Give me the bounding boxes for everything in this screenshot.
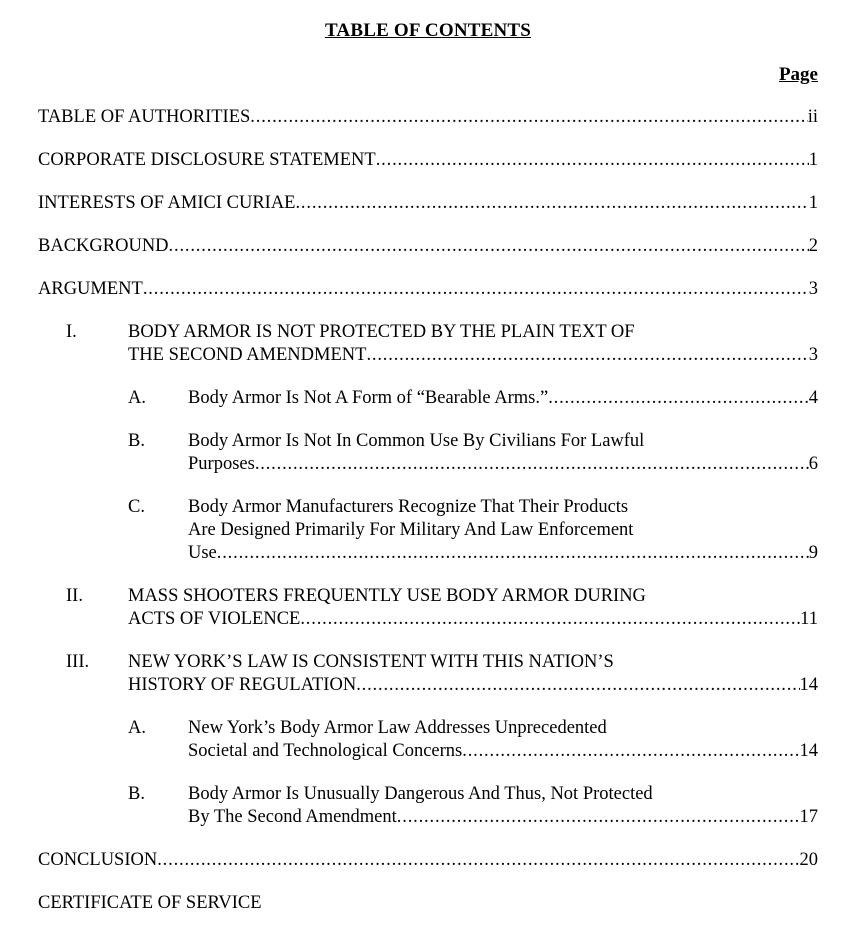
toc-section-number: II. [66,586,83,606]
toc-entry-section-iii-b[interactable] [188,783,818,829]
dot-leader [250,106,807,129]
toc-entry-title: INTERESTS OF AMICI CURIAE [38,193,296,213]
toc-entry-table-of-authorities[interactable] [38,106,818,129]
toc-entry-title: ARGUMENT [38,279,143,299]
toc-entry-section-iii[interactable] [128,651,818,697]
page-column-header: Page [778,64,818,85]
toc-entry-title-line: NEW YORK’S LAW IS CONSISTENT WITH THIS NATION’S [128,652,614,672]
toc-entry-section-i-c[interactable] [188,496,818,565]
toc-section-number: A. [128,388,146,408]
toc-section-number: B. [128,431,145,451]
toc-entry-title-line: Body Armor Is Unusually Dangerous And Thus, Not Protected [188,784,653,804]
dot-leader [462,740,799,763]
toc-page-number: 17 [799,807,818,827]
dot-leader [356,674,799,697]
toc-entry-section-iii-a[interactable] [188,717,818,763]
toc-section-number: I. [66,322,77,342]
toc-entry-title-line: BODY ARMOR IS NOT PROTECTED BY THE PLAIN TEXT OF [128,322,635,342]
toc-entry-title: TABLE OF AUTHORITIES [38,107,251,127]
toc-section-number: A. [128,718,146,738]
dot-leader [295,192,808,215]
toc-page-number: 3 [808,345,818,365]
dot-leader [366,344,808,367]
toc-page-number: 20 [799,850,818,870]
toc-entry-background[interactable] [38,235,818,258]
toc-page-number: ii [807,107,818,127]
toc-entry-title: Purposes [188,454,255,474]
toc-entry-title-line: Are Designed Primarily For Military And Law Enforcement [188,520,634,540]
dot-leader [217,542,809,565]
toc-page-number: 4 [808,388,818,408]
toc-page-number: 3 [808,279,818,299]
toc-entry-certificate-of-service[interactable] [38,892,818,915]
dot-leader [300,608,800,631]
toc-entry-title: Body Armor Is Not A Form of “Bearable Arms.” [188,388,549,408]
toc-entry-title: CORPORATE DISCLOSURE STATEMENT [38,150,376,170]
toc-entry-title: Use [188,543,217,563]
toc-entry-title: BACKGROUND [38,236,169,256]
toc-entry-section-i-b[interactable] [188,430,818,476]
toc-page-number: 14 [799,741,818,761]
toc-entry-title-line: Body Armor Manufacturers Recognize That Their Products [188,497,629,517]
dot-leader [143,278,809,301]
toc-entry-title: Societal and Technological Concerns [188,741,463,761]
toc-section-number: B. [128,784,145,804]
toc-section-number: C. [128,497,145,517]
toc-title: TABLE OF CONTENTS [324,20,532,41]
toc-entry-title: CERTIFICATE OF SERVICE [38,893,262,913]
toc-entry-title: By The Second Amendment [188,807,397,827]
toc-entry-title: CONCLUSION [38,850,158,870]
toc-page-number: 2 [808,236,818,256]
dot-leader [169,235,809,258]
toc-entry-title-line: MASS SHOOTERS FREQUENTLY USE BODY ARMOR DURING [128,586,646,606]
toc-page-number: 1 [808,150,818,170]
toc-page-number: 14 [799,675,818,695]
toc-entry-title-line: Body Armor Is Not In Common Use By Civilians For Lawful [188,431,645,451]
dot-leader [548,387,809,410]
toc-entry-title-line: New York’s Body Armor Law Addresses Unprecedented [188,718,607,738]
toc-entry-corporate-disclosure[interactable] [38,149,818,172]
toc-entry-title: ACTS OF VIOLENCE [128,609,301,629]
toc-entry-section-ii[interactable] [128,585,818,631]
toc-entry-title: THE SECOND AMENDMENT [128,345,367,365]
toc-entry-section-i[interactable] [128,321,818,367]
toc-entry-title: HISTORY OF REGULATION [128,675,357,695]
dot-leader [376,149,809,172]
toc-entry-section-i-a[interactable] [188,387,818,410]
toc-page-number: 9 [808,543,818,563]
toc-entry-argument[interactable] [38,278,818,301]
dot-leader [255,453,809,476]
toc-page-number: 11 [800,609,818,629]
dot-leader [157,849,799,872]
toc-entry-conclusion[interactable] [38,849,818,872]
toc-page-number: 1 [808,193,818,213]
toc-section-number: III. [66,652,90,672]
toc-page-number: 6 [808,454,818,474]
dot-leader [397,806,800,829]
toc-entry-interests-of-amici[interactable] [38,192,818,215]
